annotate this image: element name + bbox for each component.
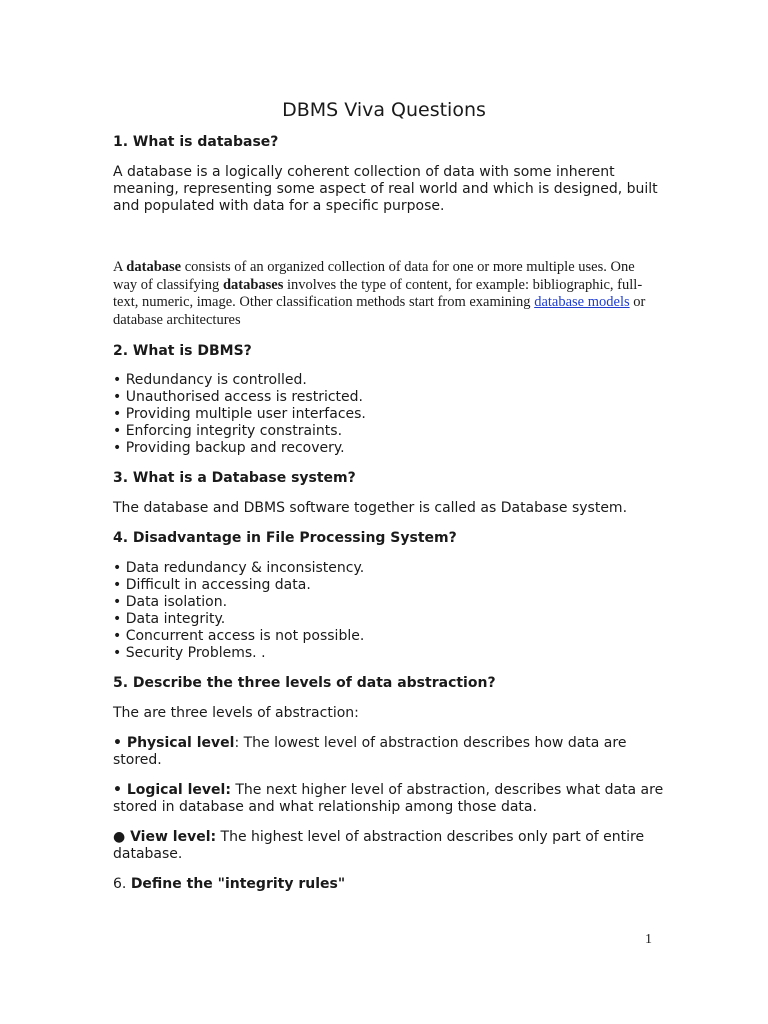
q6-title: Define the "integrity rules": [130, 876, 346, 892]
q4-list: [113, 560, 673, 662]
list-item: • Enforcing integrity constraints.: [113, 423, 343, 439]
text: A: [113, 259, 127, 275]
list-item: • Redundancy is controlled.: [113, 372, 307, 388]
bold-term: database: [126, 259, 182, 275]
text: consists of an organized collection of data for one or more multiple uses. One way of classifying: [113, 259, 635, 293]
list-item: • Providing multiple user interfaces.: [113, 406, 366, 422]
list-item: • Difficult in accessing data.: [113, 577, 311, 593]
page-number: 1: [645, 932, 652, 947]
q4-heading: 4. Disadvantage in File Processing System?: [113, 530, 457, 546]
logical-level-text: The next higher level of abstraction, describes what data are stored in database and what relationship among those data.: [113, 782, 664, 815]
list-item: • Data integrity.: [113, 611, 226, 627]
database-models-link[interactable]: database models: [534, 294, 630, 310]
q1-serif-paragraph: [113, 259, 658, 329]
view-level-label: ● View level:: [113, 829, 217, 845]
logical-level-label: • Logical level:: [113, 782, 231, 798]
q2-heading: 2. What is DBMS?: [113, 343, 252, 359]
q1-answer: A database is a logically coherent collection of data with some inherent meaning, representing some aspect of real world and which is designed, built and populated with data for a specific purpose.: [113, 164, 658, 214]
physical-level-label: • Physical level: [113, 735, 235, 751]
list-item: • Data isolation.: [113, 594, 228, 610]
page-title: DBMS Viva Questions: [282, 99, 486, 121]
q1-heading: 1. What is database?: [113, 134, 279, 150]
q6-heading: [113, 876, 673, 893]
q3-heading: 3. What is a Database system?: [113, 470, 356, 486]
q5-intro: The are three levels of abstraction:: [113, 705, 359, 721]
q6-number: 6.: [113, 876, 131, 892]
text: or database architectures: [113, 294, 646, 328]
text: involves the type of content, for example: bibliographic, full-text, numeric, image. Other classification methods start from examining: [113, 276, 643, 310]
list-item: • Security Problems. .: [113, 645, 266, 661]
q5-heading: 5. Describe the three levels of data abstraction?: [113, 675, 496, 691]
q5-physical-level: [113, 735, 673, 769]
q3-answer: The database and DBMS software together is called as Database system.: [113, 500, 628, 516]
q2-list: [113, 372, 673, 457]
physical-level-text: : The lowest level of abstraction describes how data are stored.: [113, 735, 627, 768]
view-level-text: The highest level of abstraction describes only part of entire database.: [113, 829, 645, 862]
q5-view-level: [113, 829, 673, 863]
list-item: • Concurrent access is not possible.: [113, 628, 365, 644]
list-item: • Providing backup and recovery.: [113, 440, 345, 456]
bold-term: databases: [222, 276, 284, 293]
list-item: • Data redundancy & inconsistency.: [113, 560, 365, 576]
list-item: • Unauthorised access is restricted.: [113, 389, 363, 405]
q5-logical-level: [113, 782, 673, 816]
